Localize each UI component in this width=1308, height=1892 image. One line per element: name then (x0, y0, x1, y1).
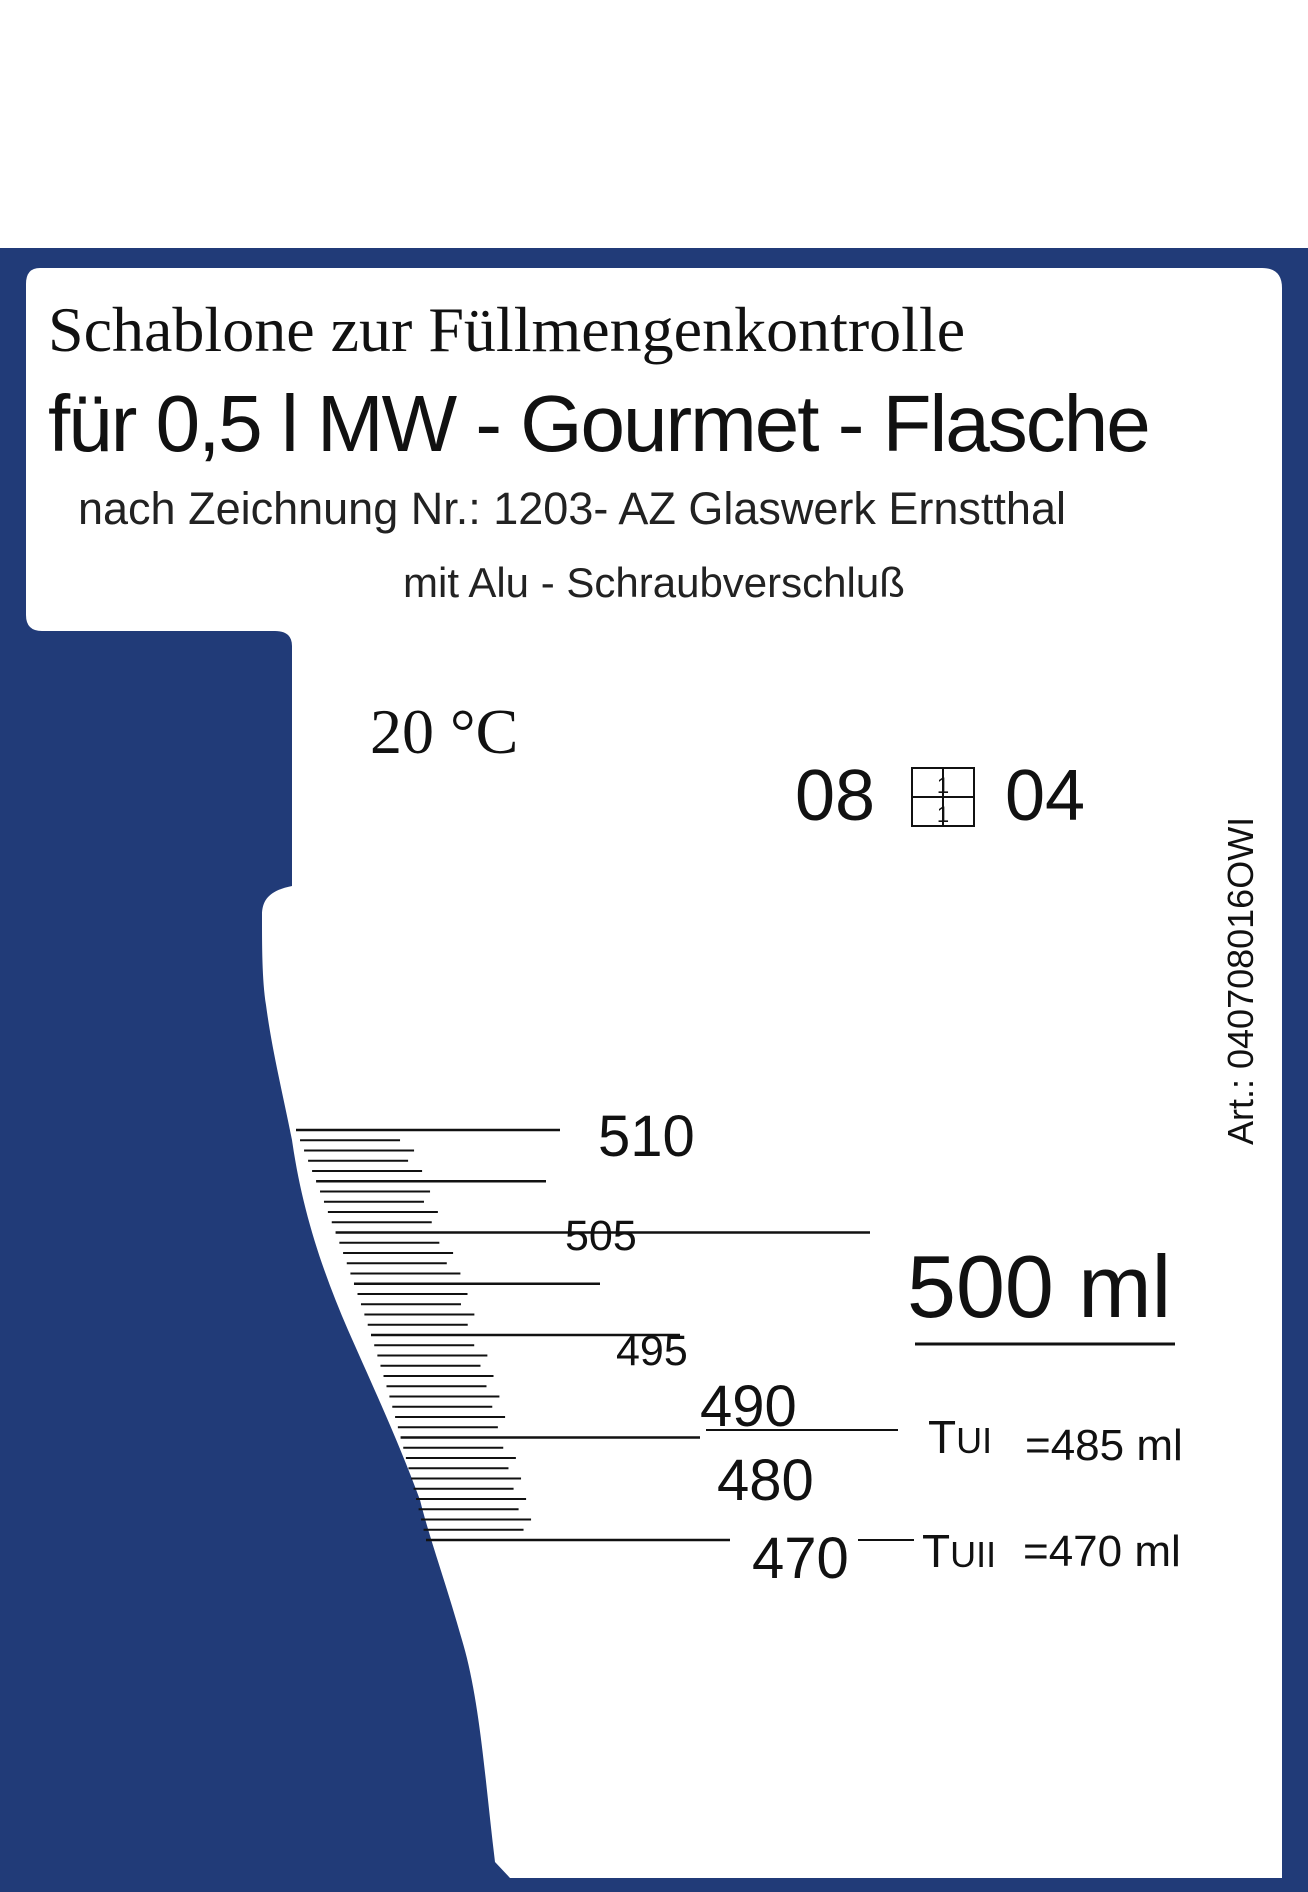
date-code-left: 08 (795, 756, 876, 836)
closure-text: mit Alu - Schraubverschluß (403, 559, 905, 606)
article-number: Art.: 040708016OWI (1220, 816, 1261, 1145)
product-title: für 0,5 l MW - Gourmet - Flasche (48, 379, 1149, 468)
tolerance-tu2-symbol (922, 1525, 997, 1577)
tolerance-tu1-symbol (928, 1411, 993, 1463)
template-title: Schablone zur Füllmengenkontrolle (48, 294, 966, 365)
scale-label-470: 470 (752, 1526, 849, 1591)
tu2-subscript: UII (950, 1534, 997, 1575)
scale-label-510: 510 (598, 1104, 695, 1169)
clock-bottom-digit: 1 (936, 802, 950, 827)
scale-label-495: 495 (616, 1327, 688, 1375)
tu1-subscript: UI (956, 1420, 993, 1461)
tolerance-tu1-value: =485 ml (1025, 1421, 1183, 1470)
scale-label-480: 480 (717, 1448, 814, 1513)
scale-label-505: 505 (565, 1212, 637, 1260)
tu2-t: T (922, 1525, 951, 1577)
scale-label-490: 490 (700, 1374, 797, 1439)
clock-top-digit: 1 (936, 773, 950, 798)
date-code-right: 04 (1005, 756, 1086, 836)
scale-label-500ml: 500 ml (907, 1237, 1172, 1336)
tolerance-tu2-value: =470 ml (1023, 1527, 1181, 1576)
drawing-reference: nach Zeichnung Nr.: 1203- AZ Glaswerk Ernstthal (78, 483, 1066, 534)
temperature-label: 20 °C (370, 696, 519, 767)
tu1-t: T (928, 1411, 957, 1463)
